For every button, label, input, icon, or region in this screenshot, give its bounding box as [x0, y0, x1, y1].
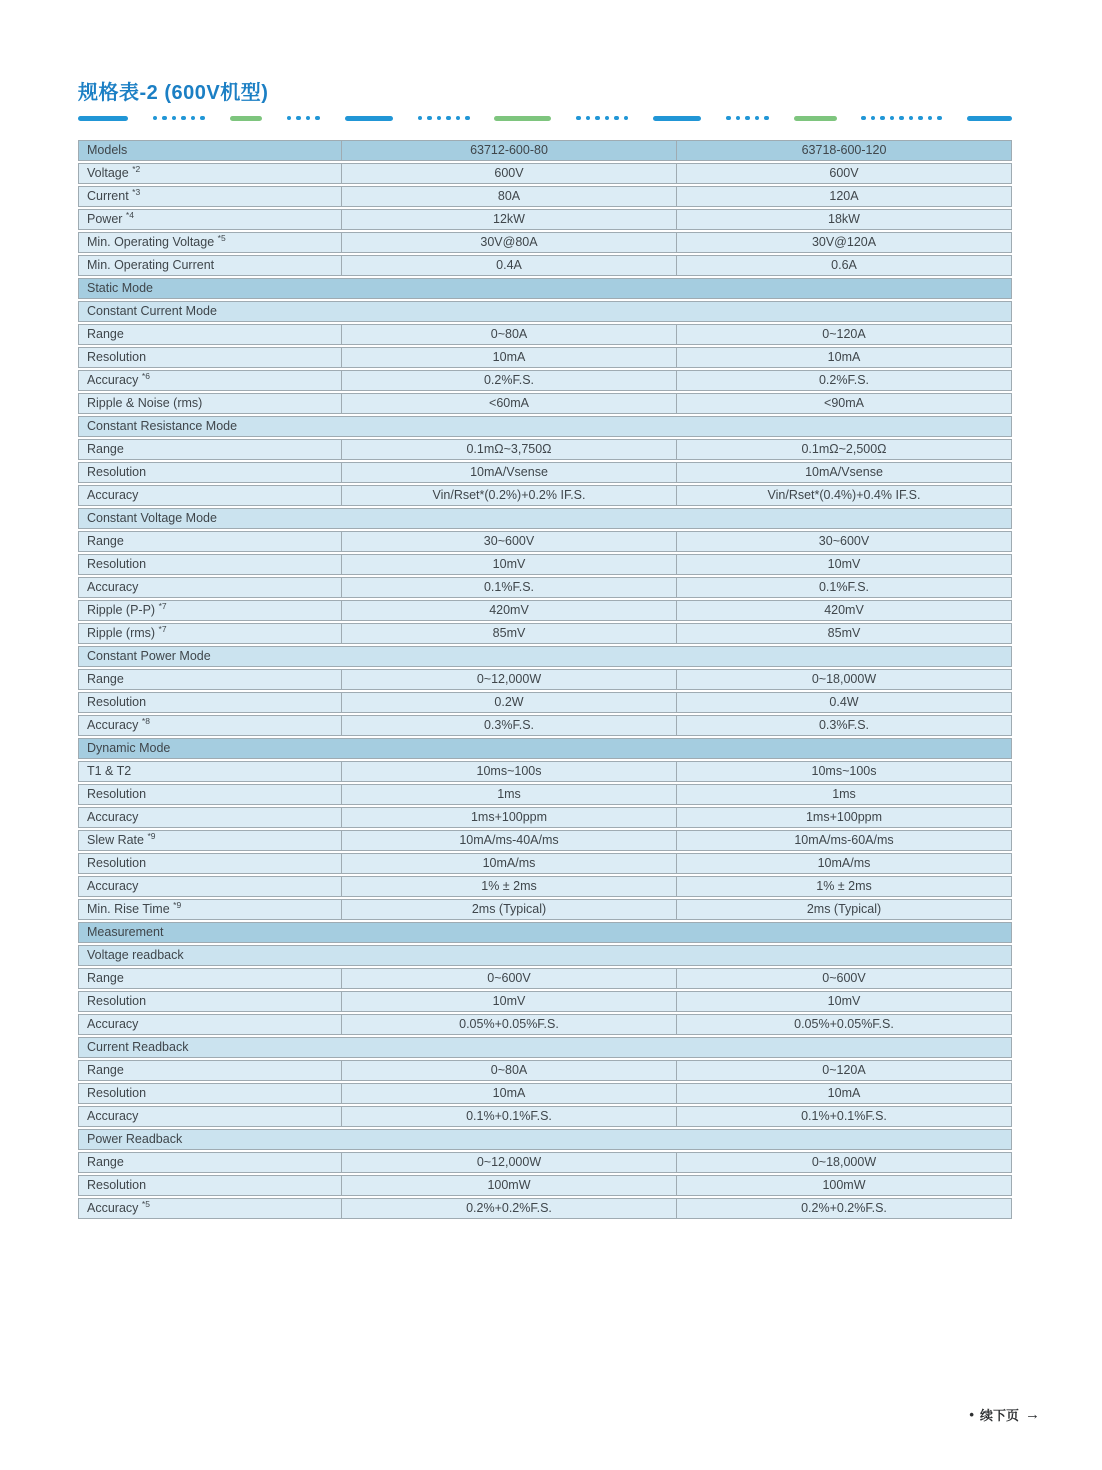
row-label: Range: [78, 968, 342, 989]
table-row: [78, 600, 1012, 621]
divider-dot: [605, 116, 610, 121]
subsection-header-row: [78, 416, 1012, 437]
divider-dots: [726, 116, 769, 121]
table-row: [78, 439, 1012, 460]
section-header-row: [78, 738, 1012, 759]
value-model-1: 0.2%F.S.: [342, 370, 677, 391]
value-model-1: 100mW: [342, 1175, 677, 1196]
value-model-1: 0.1mΩ~3,750Ω: [342, 439, 677, 460]
row-label: Power $^{*4}$: [78, 209, 342, 230]
table-row: [78, 485, 1012, 506]
divider-dot: [172, 116, 177, 121]
table-row: [78, 853, 1012, 874]
section-label: Power Readback: [78, 1129, 1012, 1150]
value-model-1: 85mV: [342, 623, 677, 644]
row-label: Ripple (P-P) $^{*7}$: [78, 600, 342, 621]
divider-dot: [909, 116, 914, 121]
section-label: Constant Voltage Mode: [78, 508, 1012, 529]
divider-dot: [614, 116, 619, 121]
divider-dot: [181, 116, 186, 121]
divider-dot: [861, 116, 866, 121]
row-label: Range: [78, 439, 342, 460]
table-row: [78, 968, 1012, 989]
section-label: Static Mode: [78, 278, 1012, 299]
value-model-1: 30V@80A: [342, 232, 677, 253]
divider-dash: [653, 116, 701, 121]
divider-dot: [937, 116, 942, 121]
row-label: Models: [78, 140, 342, 161]
page-content: [78, 76, 1012, 1221]
value-model-1: <60mA: [342, 393, 677, 414]
value-model-2: 10mV: [677, 991, 1012, 1012]
divider-dot: [755, 116, 760, 121]
divider-dot: [200, 116, 205, 121]
value-model-2: 30~600V: [677, 531, 1012, 552]
footnote-marker: *9: [173, 899, 182, 910]
value-model-1: 30~600V: [342, 531, 677, 552]
value-model-2: 0~18,000W: [677, 669, 1012, 690]
value-model-1: 0.1%F.S.: [342, 577, 677, 598]
row-label: Accuracy: [78, 876, 342, 897]
row-label: Resolution: [78, 853, 342, 874]
section-label: Constant Current Mode: [78, 301, 1012, 322]
divider-dot: [446, 116, 451, 121]
row-label: Min. Operating Voltage $^{*5}$: [78, 232, 342, 253]
table-row: [78, 209, 1012, 230]
value-model-1: 10mV: [342, 991, 677, 1012]
value-model-2: 30V@120A: [677, 232, 1012, 253]
arrow-right-icon: →: [1025, 1406, 1040, 1423]
value-model-1: 1% ± 2ms: [342, 876, 677, 897]
footnote-marker: *3: [132, 186, 141, 197]
table-row: [78, 807, 1012, 828]
value-model-2: 0.05%+0.05%F.S.: [677, 1014, 1012, 1035]
divider-dot: [306, 116, 311, 121]
value-model-2: 10mA/Vsense: [677, 462, 1012, 483]
section-label: Voltage readback: [78, 945, 1012, 966]
subsection-header-row: [78, 508, 1012, 529]
value-model-1: 0~600V: [342, 968, 677, 989]
table-row: [78, 1106, 1012, 1127]
value-model-2: 0.1%+0.1%F.S.: [677, 1106, 1012, 1127]
value-model-2: Vin/Rset*(0.4%)+0.4% IF.S.: [677, 485, 1012, 506]
divider-dash: [494, 116, 551, 121]
value-model-1: 10mA/ms: [342, 853, 677, 874]
footnote-marker: *7: [158, 600, 167, 611]
table-row: [78, 876, 1012, 897]
row-label: Range: [78, 531, 342, 552]
value-model-1: 10mV: [342, 554, 677, 575]
value-model-2: 0.1mΩ~2,500Ω: [677, 439, 1012, 460]
row-label: Range: [78, 669, 342, 690]
divider-dot: [624, 116, 629, 121]
row-label: Resolution: [78, 1083, 342, 1104]
table-row: [78, 255, 1012, 276]
value-model-2: 0.4W: [677, 692, 1012, 713]
subsection-header-row: [78, 1129, 1012, 1150]
divider-dots: [576, 116, 628, 121]
divider-dot: [764, 116, 769, 121]
value-model-1: 63712-600-80: [342, 140, 677, 161]
table-row: [78, 531, 1012, 552]
footnote-marker: *6: [141, 370, 150, 381]
row-label: Min. Operating Current: [78, 255, 342, 276]
value-model-1: 1ms: [342, 784, 677, 805]
row-label: Accuracy $^{*5}$: [78, 1198, 342, 1219]
continue-note-label: 续下页: [979, 1408, 1019, 1423]
table-row: [78, 784, 1012, 805]
table-row: [78, 577, 1012, 598]
value-model-2: <90mA: [677, 393, 1012, 414]
value-model-1: 0.1%+0.1%F.S.: [342, 1106, 677, 1127]
value-model-1: 10mA: [342, 347, 677, 368]
subsection-header-row: [78, 1037, 1012, 1058]
footnote-marker: *9: [147, 830, 156, 841]
value-model-1: 10ms~100s: [342, 761, 677, 782]
divider-dash: [78, 116, 128, 121]
footnote-marker: *4: [125, 209, 134, 220]
table-row: [78, 830, 1012, 851]
table-row: [78, 715, 1012, 736]
divider-dot: [890, 116, 895, 121]
table-row: [78, 761, 1012, 782]
row-label: Accuracy: [78, 485, 342, 506]
row-label: Voltage $^{*2}$: [78, 163, 342, 184]
row-label: Accuracy: [78, 1106, 342, 1127]
value-model-2: 10mV: [677, 554, 1012, 575]
divider-dot: [456, 116, 461, 121]
divider-dot: [736, 116, 741, 121]
table-row: [78, 393, 1012, 414]
value-model-2: 0~120A: [677, 1060, 1012, 1081]
divider-dot: [287, 116, 292, 121]
row-label: Min. Rise Time $^{*9}$: [78, 899, 342, 920]
table-row: [78, 1198, 1012, 1219]
value-model-2: 0.3%F.S.: [677, 715, 1012, 736]
section-label: Constant Power Mode: [78, 646, 1012, 667]
row-label: Resolution: [78, 462, 342, 483]
value-model-2: 10mA/ms: [677, 853, 1012, 874]
value-model-1: 420mV: [342, 600, 677, 621]
table-row: [78, 1083, 1012, 1104]
row-label: Range: [78, 324, 342, 345]
value-model-2: 85mV: [677, 623, 1012, 644]
value-model-2: 10mA/ms-60A/ms: [677, 830, 1012, 851]
divider-dash: [967, 116, 1012, 121]
row-label: Resolution: [78, 784, 342, 805]
divider-dot: [928, 116, 933, 121]
bullet-icon: •: [969, 1407, 974, 1422]
row-label: Ripple & Noise (rms): [78, 393, 342, 414]
divider-dots: [287, 116, 320, 121]
row-label: Accuracy: [78, 1014, 342, 1035]
row-label: Accuracy $^{*6}$: [78, 370, 342, 391]
value-model-2: 10mA: [677, 1083, 1012, 1104]
value-model-1: 2ms (Typical): [342, 899, 677, 920]
row-label: Resolution: [78, 991, 342, 1012]
value-model-1: 0.05%+0.05%F.S.: [342, 1014, 677, 1035]
row-label: Resolution: [78, 347, 342, 368]
row-label: Current $^{*3}$: [78, 186, 342, 207]
value-model-2: 63718-600-120: [677, 140, 1012, 161]
table-row: [78, 899, 1012, 920]
value-model-2: 600V: [677, 163, 1012, 184]
row-label: Resolution: [78, 692, 342, 713]
table-row: [78, 991, 1012, 1012]
row-label: Ripple (rms) $^{*7}$: [78, 623, 342, 644]
table-row: [78, 1014, 1012, 1035]
value-model-2: 0.6A: [677, 255, 1012, 276]
value-model-2: 420mV: [677, 600, 1012, 621]
table-row: [78, 163, 1012, 184]
footnote-marker: *7: [158, 623, 167, 634]
row-label: Resolution: [78, 1175, 342, 1196]
value-model-1: 0~12,000W: [342, 669, 677, 690]
divider-dot: [899, 116, 904, 121]
divider-dots: [153, 116, 205, 121]
continue-note: [969, 1405, 1040, 1424]
table-header-row: [78, 140, 1012, 161]
footnote-marker: *5: [141, 1198, 150, 1209]
subsection-header-row: [78, 945, 1012, 966]
divider-dot: [191, 116, 196, 121]
divider-dot: [162, 116, 167, 121]
row-label: Range: [78, 1152, 342, 1173]
section-label: Constant Resistance Mode: [78, 416, 1012, 437]
value-model-2: 10ms~100s: [677, 761, 1012, 782]
value-model-2: 18kW: [677, 209, 1012, 230]
section-header-row: [78, 278, 1012, 299]
divider-dots: [418, 116, 470, 121]
value-model-1: 0.2W: [342, 692, 677, 713]
value-model-2: 0.1%F.S.: [677, 577, 1012, 598]
section-label: Measurement: [78, 922, 1012, 943]
divider-dots: [861, 116, 942, 121]
table-row: [78, 554, 1012, 575]
table-row: [78, 1152, 1012, 1173]
row-label: Accuracy: [78, 577, 342, 598]
value-model-1: 0~80A: [342, 324, 677, 345]
value-model-2: 0.2%+0.2%F.S.: [677, 1198, 1012, 1219]
value-model-2: 1ms: [677, 784, 1012, 805]
table-row: [78, 1060, 1012, 1081]
footnote-marker: *5: [217, 232, 226, 243]
value-model-2: 0.2%F.S.: [677, 370, 1012, 391]
spec-table: [78, 138, 1012, 1221]
value-model-1: 0.2%+0.2%F.S.: [342, 1198, 677, 1219]
table-row: [78, 232, 1012, 253]
value-model-1: 12kW: [342, 209, 677, 230]
table-row: [78, 324, 1012, 345]
value-model-1: 600V: [342, 163, 677, 184]
table-row: [78, 1175, 1012, 1196]
title-divider: [78, 115, 1012, 121]
value-model-1: 10mA/ms-40A/ms: [342, 830, 677, 851]
value-model-2: 120A: [677, 186, 1012, 207]
table-row: [78, 669, 1012, 690]
table-row: [78, 186, 1012, 207]
value-model-2: 1% ± 2ms: [677, 876, 1012, 897]
table-row: [78, 692, 1012, 713]
divider-dash: [345, 116, 393, 121]
divider-dot: [153, 116, 158, 121]
divider-dot: [880, 116, 885, 121]
value-model-2: 0~600V: [677, 968, 1012, 989]
divider-dot: [871, 116, 876, 121]
value-model-2: 1ms+100ppm: [677, 807, 1012, 828]
value-model-2: 100mW: [677, 1175, 1012, 1196]
value-model-1: 1ms+100ppm: [342, 807, 677, 828]
divider-dot: [745, 116, 750, 121]
divider-dot: [586, 116, 591, 121]
page-title: 规格表-2 (600V机型): [78, 82, 269, 104]
value-model-1: Vin/Rset*(0.2%)+0.2% IF.S.: [342, 485, 677, 506]
table-row: [78, 462, 1012, 483]
divider-dash: [230, 116, 262, 121]
value-model-2: 0~18,000W: [677, 1152, 1012, 1173]
divider-dot: [726, 116, 731, 121]
row-label: T1 & T2: [78, 761, 342, 782]
divider-dot: [595, 116, 600, 121]
section-label: Dynamic Mode: [78, 738, 1012, 759]
divider-dot: [576, 116, 581, 121]
row-label: Accuracy $^{*8}$: [78, 715, 342, 736]
value-model-2: 2ms (Typical): [677, 899, 1012, 920]
row-label: Accuracy: [78, 807, 342, 828]
divider-dot: [418, 116, 423, 121]
table-row: [78, 370, 1012, 391]
divider-dot: [315, 116, 320, 121]
row-label: Range: [78, 1060, 342, 1081]
divider-dot: [465, 116, 470, 121]
table-row: [78, 623, 1012, 644]
value-model-2: 10mA: [677, 347, 1012, 368]
value-model-1: 80A: [342, 186, 677, 207]
value-model-1: 0~12,000W: [342, 1152, 677, 1173]
divider-dot: [296, 116, 301, 121]
subsection-header-row: [78, 646, 1012, 667]
section-header-row: [78, 922, 1012, 943]
footnote-marker: *8: [141, 715, 150, 726]
section-label: Current Readback: [78, 1037, 1012, 1058]
subsection-header-row: [78, 301, 1012, 322]
divider-dot: [427, 116, 432, 121]
value-model-1: 0~80A: [342, 1060, 677, 1081]
footnote-marker: *2: [132, 163, 141, 174]
divider-dot: [918, 116, 923, 121]
value-model-1: 0.4A: [342, 255, 677, 276]
row-label: Slew Rate $^{*9}$: [78, 830, 342, 851]
table-row: [78, 347, 1012, 368]
value-model-2: 0~120A: [677, 324, 1012, 345]
value-model-1: 10mA/Vsense: [342, 462, 677, 483]
row-label: Resolution: [78, 554, 342, 575]
value-model-1: 0.3%F.S.: [342, 715, 677, 736]
divider-dot: [437, 116, 442, 121]
value-model-1: 10mA: [342, 1083, 677, 1104]
divider-dash: [794, 116, 837, 121]
